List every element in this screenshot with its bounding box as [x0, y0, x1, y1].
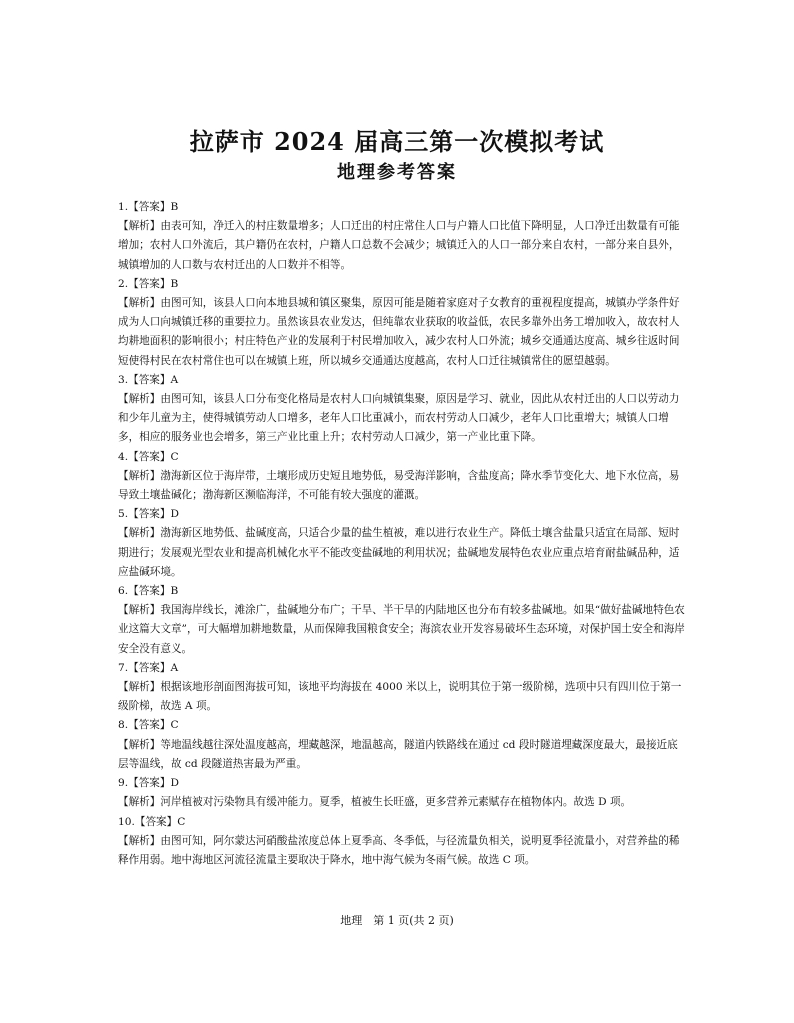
answer-label: 8.【答案】C: [118, 719, 179, 732]
answer-item-7: [118, 659, 688, 717]
answer-label: 6.【答案】B: [118, 585, 179, 598]
analysis-text: 【解析】由图可知，该县人口向本地县城和镇区聚集，原因可能是随着家庭对子女教育的重视程度提高，城镇办学条件好成为人口向城镇迁移的重要拉力。虽然该县农业发达，但纯靠农业获取的收益低，农民多靠外出务工增加收入，故农村人均耕地面积的影响很小；村庄特色产业的发展利于村民增加收入，减少农村人口外流；城乡交通通达度高、城乡往返时间短使得村民在农村常住也可以在城镇上班，所以城乡交通通达度越高，农村人口迁往城镇常住的愿望越弱。: [118, 297, 680, 367]
analysis-text: 【解析】渤海新区位于海岸带，土壤形成历史短且地势低，易受海洋影响，含盐度高；降水季节变化大、地下水位高，易导致土壤盐碱化；渤海新区濒临海洋，不可能有较大强度的灌溉。: [118, 469, 680, 502]
answer-item-5: [118, 505, 688, 582]
answer-item-4: [118, 448, 688, 506]
answer-label: 7.【答案】A: [118, 661, 179, 674]
analysis-text: 【解析】河岸植被对污染物具有缓冲能力。夏季，植被生长旺盛，更多营养元素赋存在植物体内。故选 D 项。: [118, 796, 632, 809]
answer-label: 4.【答案】C: [118, 450, 179, 463]
answer-item-9: [118, 774, 688, 812]
analysis-text: 【解析】等地温线越往深处温度越高，埋藏越深，地温越高，隧道内铁路线在通过 cd 段时隧道埋藏深度最大，最接近底层等温线，故 cd 段隧道热害最为严重。: [118, 738, 678, 770]
analysis-text: 【解析】由表可知，净迁入的村庄数量增多；人口迁出的村庄常住人口与户籍人口比值下降明显，人口净迁出数量有可能增加；农村人口外流后，其户籍仍在农村，户籍人口总数不会减少；城镇迁入的人口一部分来自农村，一部分来自县外，城镇增加的人口数与农村迁出的人口数并不相等。: [118, 220, 680, 271]
answer-label: 3.【答案】A: [118, 373, 179, 386]
analysis-text: 【解析】由图可知，阿尔蒙达河硝酸盐浓度总体上夏季高、冬季低，与径流量负相关，说明夏季径流量小，对营养盐的稀释作用弱。地中海地区河流径流量主要取决于降水，地中海气候为冬雨气候。故选 C 项。: [118, 834, 680, 866]
analysis-text: 【解析】由图可知，该县人口分布变化格局是农村人口向城镇集聚，原因是学习、就业，因此从农村迁出的人口以劳动力和少年儿童为主，使得城镇劳动人口增多，老年人口比重减小，而农村劳动人口减少，老年人口比重增大；城镇人口增多，相应的服务业也会增多，第三产业比重上升；农村劳动人口减少，第一产业比重下降。: [118, 393, 680, 444]
answer-item-8: [118, 716, 688, 774]
analysis-text: 【解析】根据该地形剖面图海拔可知，该地平均海拔在 4000 米以上，说明其位于第一级阶梯，选项中只有四川位于第一级阶梯，故选 A 项。: [118, 681, 682, 713]
analysis-text: 【解析】我国海岸线长，滩涂广，盐碱地分布广；干旱、半干旱的内陆地区也分布有较多盐碱地。如果“做好盐碱地特色农业这篇大文章”，可大幅增加耕地数量，从而保障我国粮食安全；海滨农业开发容易破坏生态环境，对保护国土安全和海岸安全没有意义。: [118, 604, 685, 655]
answer-item-3: [118, 371, 688, 448]
answer-label: 2.【答案】B: [118, 277, 179, 290]
page-footer: 地理 第 1 页(共 2 页): [340, 914, 454, 927]
answer-label: 1.【答案】B: [118, 201, 179, 213]
answer-item-1: [118, 198, 688, 275]
answer-item-6: [118, 582, 688, 659]
analysis-text: 【解析】渤海新区地势低、盐碱度高，只适合少量的盐生植被，难以进行农业生产。降低土壤含盐量只适宜在局部、短时期进行；发展观光型农业和提高机械化水平不能改变盐碱地的利用状况；盐碱地发展特色农业应重点培育耐盐碱品种，适应盐碱环境。: [118, 527, 680, 578]
answer-label: 5.【答案】D: [118, 508, 179, 521]
answer-label: 9.【答案】D: [118, 777, 179, 790]
answer-list: [118, 198, 688, 870]
answer-item-2: [118, 275, 688, 371]
exam-title: 拉萨市 2024 届高三第一次模拟考试: [189, 127, 605, 156]
exam-subtitle: 地理参考答案: [337, 162, 457, 183]
answer-item-10: [118, 813, 688, 871]
answer-label: 10.【答案】C: [118, 815, 186, 828]
